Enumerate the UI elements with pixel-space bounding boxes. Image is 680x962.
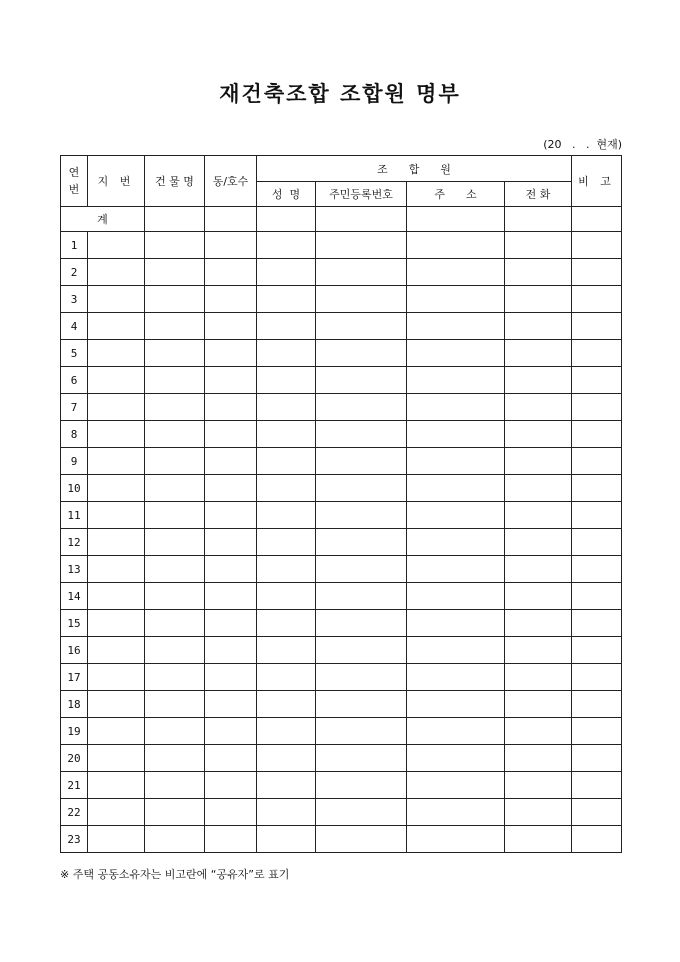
row-number: 20 (61, 745, 88, 772)
address-cell[interactable] (407, 556, 505, 583)
phone-cell[interactable] (505, 367, 572, 394)
address-cell[interactable] (407, 799, 505, 826)
resident-no-cell[interactable] (316, 313, 407, 340)
phone-cell[interactable] (505, 718, 572, 745)
row-number: 9 (61, 448, 88, 475)
summary-row (61, 207, 622, 232)
row-number: 11 (61, 502, 88, 529)
unit-cell[interactable] (205, 664, 257, 691)
building-cell[interactable] (145, 367, 205, 394)
table-row (61, 556, 622, 583)
header-no: 연 번 (61, 156, 88, 207)
address-cell[interactable] (407, 232, 505, 259)
unit-cell[interactable] (205, 394, 257, 421)
building-cell[interactable] (145, 313, 205, 340)
row-number: 2 (61, 259, 88, 286)
resident-no-cell[interactable] (316, 610, 407, 637)
lot-cell[interactable] (88, 637, 145, 664)
note-cell[interactable] (572, 799, 622, 826)
lot-cell[interactable] (88, 232, 145, 259)
note-cell[interactable] (572, 664, 622, 691)
table-row (61, 421, 622, 448)
lot-cell[interactable] (88, 799, 145, 826)
unit-cell[interactable] (205, 502, 257, 529)
resident-no-cell[interactable] (316, 340, 407, 367)
note-cell[interactable] (572, 529, 622, 556)
resident-no-cell[interactable] (316, 664, 407, 691)
address-cell[interactable] (407, 826, 505, 853)
table-row (61, 367, 622, 394)
unit-cell[interactable] (205, 718, 257, 745)
lot-cell[interactable] (88, 529, 145, 556)
note-cell[interactable] (572, 313, 622, 340)
lot-cell[interactable] (88, 610, 145, 637)
note-cell[interactable] (572, 502, 622, 529)
building-cell[interactable] (145, 448, 205, 475)
table-row (61, 286, 622, 313)
resident-no-cell[interactable] (316, 394, 407, 421)
unit-cell[interactable] (205, 610, 257, 637)
table-row (61, 745, 622, 772)
unit-cell[interactable] (205, 745, 257, 772)
row-number: 13 (61, 556, 88, 583)
lot-cell[interactable] (88, 340, 145, 367)
name-cell[interactable] (257, 394, 316, 421)
name-cell[interactable] (257, 529, 316, 556)
resident-no-cell[interactable] (316, 799, 407, 826)
name-cell[interactable] (257, 799, 316, 826)
footnote: ※ 주택 공동소유자는 비고란에 “공유자”로 표기 (60, 868, 290, 881)
header-note: 비 고 (572, 156, 622, 207)
phone-cell[interactable] (505, 421, 572, 448)
phone-cell[interactable] (505, 448, 572, 475)
building-cell[interactable] (145, 718, 205, 745)
header-lot: 지 번 (88, 156, 145, 207)
header-name: 성 명 (257, 182, 316, 207)
resident-no-cell[interactable] (316, 475, 407, 502)
row-number: 16 (61, 637, 88, 664)
phone-cell[interactable] (505, 529, 572, 556)
phone-cell[interactable] (505, 637, 572, 664)
note-cell[interactable] (572, 394, 622, 421)
row-number: 18 (61, 691, 88, 718)
note-cell[interactable] (572, 340, 622, 367)
row-number: 22 (61, 799, 88, 826)
unit-cell[interactable] (205, 556, 257, 583)
lot-cell[interactable] (88, 556, 145, 583)
resident-no-cell[interactable] (316, 421, 407, 448)
table-row (61, 448, 622, 475)
building-cell[interactable] (145, 772, 205, 799)
lot-cell[interactable] (88, 583, 145, 610)
resident-no-cell[interactable] (316, 529, 407, 556)
name-cell[interactable] (257, 502, 316, 529)
row-number: 1 (61, 232, 88, 259)
table-row (61, 691, 622, 718)
unit-cell[interactable] (205, 529, 257, 556)
table-row (61, 637, 622, 664)
building-cell[interactable] (145, 637, 205, 664)
table-row (61, 772, 622, 799)
row-number: 17 (61, 664, 88, 691)
resident-no-cell[interactable] (316, 259, 407, 286)
unit-cell[interactable] (205, 259, 257, 286)
address-cell[interactable] (407, 637, 505, 664)
header-unit: 동/호수 (205, 156, 257, 207)
phone-cell[interactable] (505, 232, 572, 259)
name-cell[interactable] (257, 286, 316, 313)
lot-cell[interactable] (88, 475, 145, 502)
document-title: 재건축조합 조합원 명부 (219, 81, 461, 106)
address-cell[interactable] (407, 394, 505, 421)
row-number: 3 (61, 286, 88, 313)
name-cell[interactable] (257, 745, 316, 772)
table-row (61, 799, 622, 826)
note-cell[interactable] (572, 259, 622, 286)
member-roster-table (60, 155, 622, 853)
row-number: 15 (61, 610, 88, 637)
phone-cell[interactable] (505, 340, 572, 367)
summary-cell[interactable] (572, 207, 622, 232)
date-line: (20 . . 현재) (543, 138, 622, 151)
address-cell[interactable] (407, 421, 505, 448)
unit-cell[interactable] (205, 367, 257, 394)
phone-cell[interactable] (505, 745, 572, 772)
resident-no-cell[interactable] (316, 286, 407, 313)
resident-no-cell[interactable] (316, 232, 407, 259)
table-row (61, 610, 622, 637)
phone-cell[interactable] (505, 259, 572, 286)
row-number: 19 (61, 718, 88, 745)
building-cell[interactable] (145, 502, 205, 529)
row-number: 12 (61, 529, 88, 556)
address-cell[interactable] (407, 664, 505, 691)
lot-cell[interactable] (88, 772, 145, 799)
phone-cell[interactable] (505, 826, 572, 853)
phone-cell[interactable] (505, 610, 572, 637)
note-cell[interactable] (572, 583, 622, 610)
name-cell[interactable] (257, 826, 316, 853)
lot-cell[interactable] (88, 421, 145, 448)
address-cell[interactable] (407, 313, 505, 340)
address-cell[interactable] (407, 772, 505, 799)
building-cell[interactable] (145, 394, 205, 421)
lot-cell[interactable] (88, 448, 145, 475)
note-cell[interactable] (572, 826, 622, 853)
row-number: 10 (61, 475, 88, 502)
unit-cell[interactable] (205, 340, 257, 367)
building-cell[interactable] (145, 826, 205, 853)
building-cell[interactable] (145, 286, 205, 313)
note-cell[interactable] (572, 745, 622, 772)
table-row (61, 313, 622, 340)
building-cell[interactable] (145, 583, 205, 610)
note-cell[interactable] (572, 448, 622, 475)
table-row (61, 394, 622, 421)
table-row (61, 583, 622, 610)
note-cell[interactable] (572, 556, 622, 583)
phone-cell[interactable] (505, 475, 572, 502)
address-cell[interactable] (407, 691, 505, 718)
name-cell[interactable] (257, 637, 316, 664)
unit-cell[interactable] (205, 799, 257, 826)
name-cell[interactable] (257, 313, 316, 340)
address-cell[interactable] (407, 259, 505, 286)
resident-no-cell[interactable] (316, 556, 407, 583)
summary-cell[interactable] (145, 207, 205, 232)
building-cell[interactable] (145, 340, 205, 367)
lot-cell[interactable] (88, 313, 145, 340)
note-cell[interactable] (572, 367, 622, 394)
phone-cell[interactable] (505, 394, 572, 421)
phone-cell[interactable] (505, 502, 572, 529)
unit-cell[interactable] (205, 232, 257, 259)
row-number: 14 (61, 583, 88, 610)
note-cell[interactable] (572, 232, 622, 259)
unit-cell[interactable] (205, 583, 257, 610)
building-cell[interactable] (145, 745, 205, 772)
table-row (61, 259, 622, 286)
address-cell[interactable] (407, 340, 505, 367)
note-cell[interactable] (572, 475, 622, 502)
note-cell[interactable] (572, 772, 622, 799)
lot-cell[interactable] (88, 286, 145, 313)
lot-cell[interactable] (88, 502, 145, 529)
address-cell[interactable] (407, 583, 505, 610)
unit-cell[interactable] (205, 286, 257, 313)
name-cell[interactable] (257, 367, 316, 394)
note-cell[interactable] (572, 718, 622, 745)
header-address: 주 소 (407, 182, 505, 207)
lot-cell[interactable] (88, 664, 145, 691)
address-cell[interactable] (407, 286, 505, 313)
note-cell[interactable] (572, 421, 622, 448)
name-cell[interactable] (257, 772, 316, 799)
resident-no-cell[interactable] (316, 367, 407, 394)
address-cell[interactable] (407, 529, 505, 556)
name-cell[interactable] (257, 556, 316, 583)
unit-cell[interactable] (205, 448, 257, 475)
address-cell[interactable] (407, 502, 505, 529)
header-building: 건 물 명 (145, 156, 205, 207)
name-cell[interactable] (257, 718, 316, 745)
table-row (61, 718, 622, 745)
building-cell[interactable] (145, 529, 205, 556)
address-cell[interactable] (407, 718, 505, 745)
resident-no-cell[interactable] (316, 691, 407, 718)
name-cell[interactable] (257, 610, 316, 637)
phone-cell[interactable] (505, 286, 572, 313)
row-number: 23 (61, 826, 88, 853)
row-number: 8 (61, 421, 88, 448)
building-cell[interactable] (145, 799, 205, 826)
table-row (61, 502, 622, 529)
unit-cell[interactable] (205, 772, 257, 799)
resident-no-cell[interactable] (316, 448, 407, 475)
building-cell[interactable] (145, 610, 205, 637)
building-cell[interactable] (145, 421, 205, 448)
name-cell[interactable] (257, 421, 316, 448)
name-cell[interactable] (257, 448, 316, 475)
phone-cell[interactable] (505, 772, 572, 799)
row-number: 5 (61, 340, 88, 367)
address-cell[interactable] (407, 745, 505, 772)
phone-cell[interactable] (505, 313, 572, 340)
address-cell[interactable] (407, 610, 505, 637)
table-row (61, 529, 622, 556)
resident-no-cell[interactable] (316, 502, 407, 529)
address-cell[interactable] (407, 367, 505, 394)
unit-cell[interactable] (205, 637, 257, 664)
unit-cell[interactable] (205, 826, 257, 853)
lot-cell[interactable] (88, 691, 145, 718)
resident-no-cell[interactable] (316, 718, 407, 745)
lot-cell[interactable] (88, 745, 145, 772)
phone-cell[interactable] (505, 691, 572, 718)
note-cell[interactable] (572, 691, 622, 718)
name-cell[interactable] (257, 259, 316, 286)
building-cell[interactable] (145, 664, 205, 691)
table-row (61, 340, 622, 367)
table-row (61, 664, 622, 691)
lot-cell[interactable] (88, 367, 145, 394)
phone-cell[interactable] (505, 583, 572, 610)
phone-cell[interactable] (505, 664, 572, 691)
note-cell[interactable] (572, 610, 622, 637)
row-number: 4 (61, 313, 88, 340)
name-cell[interactable] (257, 664, 316, 691)
table-row (61, 232, 622, 259)
summary-cell[interactable] (407, 207, 505, 232)
resident-no-cell[interactable] (316, 772, 407, 799)
resident-no-cell[interactable] (316, 583, 407, 610)
header-resident-no: 주민등록번호 (316, 182, 407, 207)
address-cell[interactable] (407, 475, 505, 502)
summary-cell[interactable] (205, 207, 257, 232)
unit-cell[interactable] (205, 691, 257, 718)
building-cell[interactable] (145, 232, 205, 259)
summary-label: 계 (61, 207, 145, 232)
unit-cell[interactable] (205, 475, 257, 502)
unit-cell[interactable] (205, 313, 257, 340)
building-cell[interactable] (145, 556, 205, 583)
header-phone: 전 화 (505, 182, 572, 207)
note-cell[interactable] (572, 286, 622, 313)
building-cell[interactable] (145, 475, 205, 502)
unit-cell[interactable] (205, 421, 257, 448)
building-cell[interactable] (145, 691, 205, 718)
summary-cell[interactable] (505, 207, 572, 232)
header-member-group: 조 합 원 (257, 156, 572, 182)
row-number: 7 (61, 394, 88, 421)
name-cell[interactable] (257, 583, 316, 610)
address-cell[interactable] (407, 448, 505, 475)
phone-cell[interactable] (505, 799, 572, 826)
summary-cell[interactable] (257, 207, 316, 232)
lot-cell[interactable] (88, 394, 145, 421)
building-cell[interactable] (145, 259, 205, 286)
lot-cell[interactable] (88, 826, 145, 853)
lot-cell[interactable] (88, 259, 145, 286)
phone-cell[interactable] (505, 556, 572, 583)
name-cell[interactable] (257, 691, 316, 718)
row-number: 6 (61, 367, 88, 394)
name-cell[interactable] (257, 340, 316, 367)
table-row (61, 826, 622, 853)
table-row (61, 475, 622, 502)
row-number: 21 (61, 772, 88, 799)
resident-no-cell[interactable] (316, 745, 407, 772)
name-cell[interactable] (257, 475, 316, 502)
name-cell[interactable] (257, 232, 316, 259)
lot-cell[interactable] (88, 718, 145, 745)
resident-no-cell[interactable] (316, 637, 407, 664)
summary-cell[interactable] (316, 207, 407, 232)
resident-no-cell[interactable] (316, 826, 407, 853)
note-cell[interactable] (572, 637, 622, 664)
